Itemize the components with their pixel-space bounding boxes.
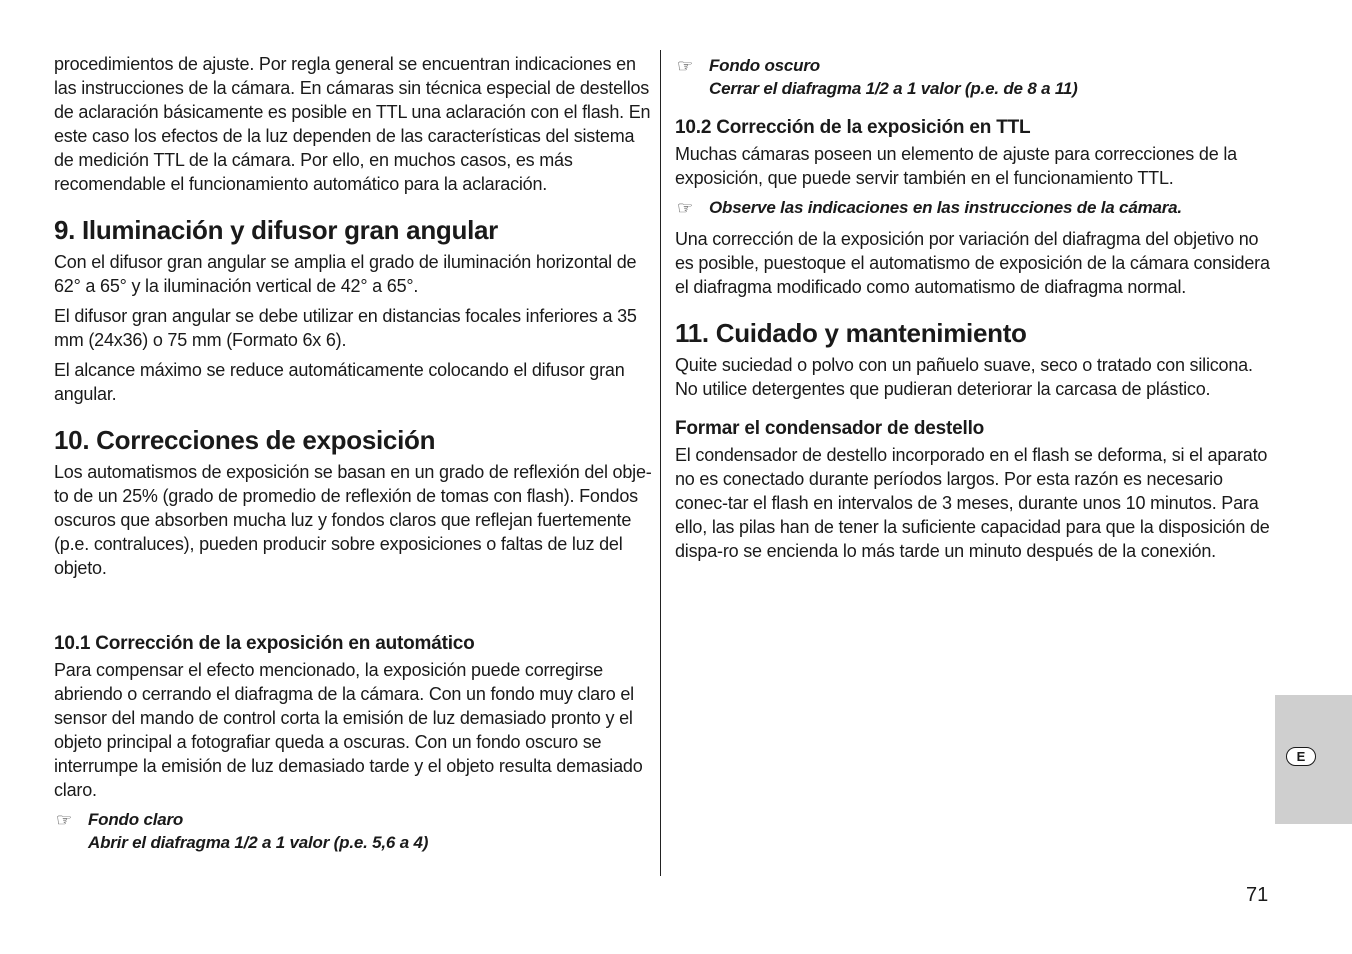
pointing-hand-icon: ☞ xyxy=(677,198,694,218)
note-camera-instructions-text: Observe las indicaciones en las instrucciones de la cámara. xyxy=(709,198,1182,217)
note-light-background xyxy=(54,808,654,854)
intro-paragraph: procedimientos de ajuste. Por regla general se encuentran indicaciones en las instrucciones de la cámara. En cámaras sin técnica especial de destellos de aclaración básicamente es posible en TTL una aclaración con el flash. En este caso los efectos de la luz dependen de las características del sistema de medición TTL de la cámara. Por ello, en muchos casos, es más recomendable el funcionamiento automático para la aclaración. xyxy=(54,54,651,194)
section-10-2-paragraph-2: Una corrección de la exposición por variación del diafragma del objetivo no es posible, puestoque el automatismo de exposición de la cámara considera el diafragma modificado como automatismo de diafragma normal. xyxy=(675,229,1270,297)
section-10-2-heading: 10.2 Corrección de la exposición en TTL xyxy=(675,117,1031,138)
section-11-paragraph-2: El condensador de destello incorporado en el flash se deforma, si el aparato no es conectado durante períodos largos. Por esta razón es necesario conec-tar el flash en intervalos de 3 meses, durante unos 10 minutos. Para ello, las pilas han de tener la suficiente capacidad para que la disposición de dispa-ro se encienda lo más tarde un minuto después de la conexión. xyxy=(675,445,1270,561)
note-dark-background xyxy=(675,54,1275,100)
note-camera-instructions xyxy=(675,196,1275,219)
language-badge: E xyxy=(1286,747,1316,766)
section-9-paragraph-3: El alcance máximo se reduce automáticamente colocando el difusor gran angular. xyxy=(54,360,625,404)
section-11-heading: 11. Cuidado y mantenimiento xyxy=(675,318,1027,348)
note-dark-title: Fondo oscuro xyxy=(709,56,820,75)
section-10-1-heading: 10.1 Corrección de la exposición en automático xyxy=(54,633,475,654)
page-number: 71 xyxy=(1246,884,1269,906)
left-column xyxy=(54,52,654,862)
note-light-title: Fondo claro xyxy=(88,810,184,829)
section-10-2-paragraph-1: Muchas cámaras poseen un elemento de ajuste para correcciones de la exposición, que puede servir también en el funcionamiento TTL. xyxy=(675,144,1237,188)
section-11-paragraph-1: Quite suciedad o polvo con un pañuelo suave, seco o tratado con silicona. No utilice detergentes que pudieran deteriorar la carcasa de plástico. xyxy=(675,355,1253,399)
right-column xyxy=(675,52,1275,569)
language-tab xyxy=(1275,695,1352,824)
section-10-1-paragraph: Para compensar el efecto mencionado, la exposición puede corregirse abriendo o cerrando el diafragma de la cámara. Con un fondo muy claro el sensor del mando de control corta la emisión de luz demasiado pronto y el objeto principal a fotografiar queda a oscuras. Con un fondo oscuro se interrumpe la emisión de luz demasiado tarde y el objeto resulta demasiado claro. xyxy=(54,660,643,800)
column-divider xyxy=(660,50,661,876)
section-9-paragraph-2: El difusor gran angular se debe utilizar en distancias focales inferiores a 35 mm (24x36) o 75 mm (Formato 6x 6). xyxy=(54,306,637,350)
pointing-hand-icon: ☞ xyxy=(56,810,73,830)
note-light-text: Abrir el diafragma 1/2 a 1 valor (p.e. 5,6 a 4) xyxy=(88,833,429,852)
section-10-heading: 10. Correcciones de exposición xyxy=(54,425,436,455)
note-dark-text: Cerrar el diafragma 1/2 a 1 valor (p.e. de 8 a 11) xyxy=(709,79,1078,98)
section-11-subheading: Formar el condensador de destello xyxy=(675,418,985,439)
section-9-heading: 9. Iluminación y difusor gran angular xyxy=(54,215,498,245)
section-10-paragraph-1: Los automatismos de exposición se basan en un grado de reflexión del obje-to de un 25% (grado de promedio de reflexión de tomas con flash). Fondos oscuros que absorben mucha luz y fondos claros que reflejan fuertemente (p.e. contraluces), pueden producir sobre exposiciones o faltas de luz del objeto. xyxy=(54,462,652,578)
pointing-hand-icon: ☞ xyxy=(677,56,694,76)
spacer xyxy=(54,586,654,616)
section-9-paragraph-1: Con el difusor gran angular se amplia el grado de iluminación horizontal de 62° a 65° y la iluminación vertical de 42° a 65°. xyxy=(54,252,637,296)
